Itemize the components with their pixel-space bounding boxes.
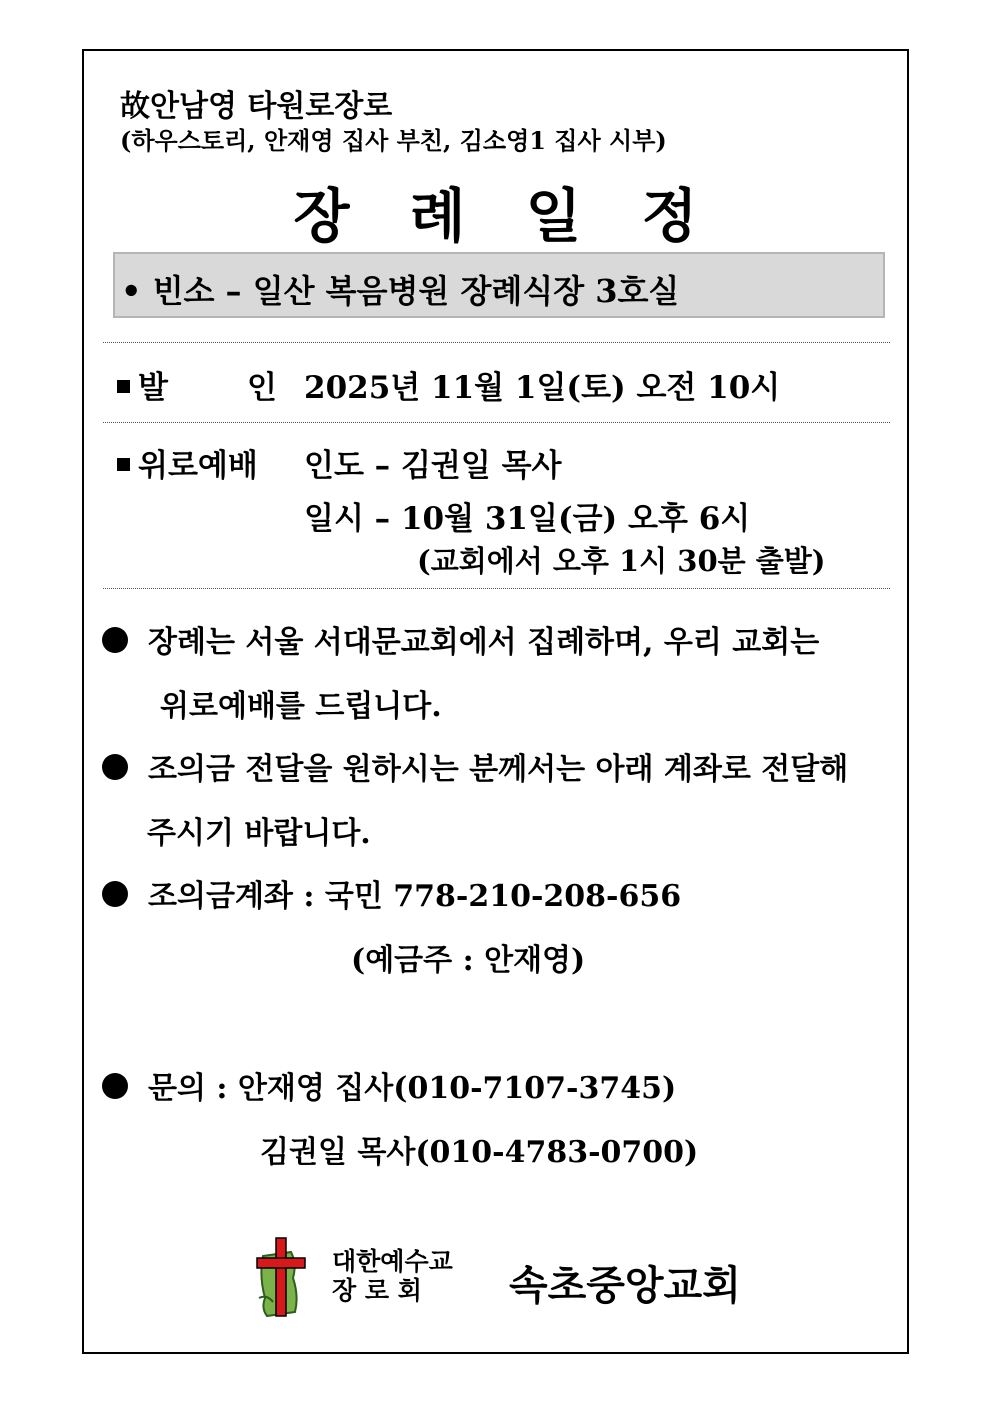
denomination-line-2: 장 로 회 [332,1276,422,1305]
family-relation: (하우스토리, 안재영 집사 부친, 김소영1 집사 시부) [120,126,667,155]
divider [103,342,890,343]
notice-3 [102,871,681,915]
balin-value: 2025년 11월 1일(토) 오전 10시 [304,370,781,406]
circle-bullet-icon [102,754,128,780]
service-departure: (교회에서 오후 1시 30분 출발) [417,544,826,578]
notice-2-line-1: 조의금 전달을 원하시는 분께서는 아래 계좌로 전달해 [148,752,849,787]
circle-bullet-icon [102,881,128,907]
notice-2-line-2: 주시기 바랍니다. [147,816,371,851]
notice-2 [102,744,848,788]
deceased-name: 故안남영 타원로장로 [120,89,393,124]
notice-4 [102,1063,676,1107]
denomination-line-1: 대한예수교 [332,1247,453,1276]
bullet-icon: • [121,272,142,310]
balin-row [117,362,168,407]
circle-bullet-icon [102,627,128,653]
notice-1 [102,617,819,661]
church-name: 속초중앙교회 [509,1262,741,1309]
account-holder: (예금주 : 안재영) [351,943,586,978]
church-cross-logo [249,1236,311,1320]
binso-box [113,252,885,318]
service-row [117,440,258,485]
service-time: 일시 – 10월 31일(금) 오후 6시 [304,501,751,537]
divider [103,422,890,423]
circle-bullet-icon [102,1073,128,1099]
contact-line-2: 김권일 목사(010-4783-0700) [260,1135,699,1170]
notice-1-line-2: 위로예배를 드립니다. [160,689,442,724]
binso-line [121,266,679,312]
account-line: 조의금계좌 : 국민 778-210-208-656 [148,879,682,914]
square-bullet-icon [117,380,130,393]
binso-text: 빈소 – 일산 복음병원 장례식장 3호실 [152,272,680,310]
notice-1-line-1: 장례는 서울 서대문교회에서 집례하며, 우리 교회는 [148,625,820,660]
notice-frame [82,49,909,1354]
service-label: 위로예배 [138,448,258,484]
page-title: 장례일정 [293,182,758,250]
divider [103,588,890,589]
balin-label-b: 인 [247,370,277,406]
square-bullet-icon [117,458,130,471]
balin-label-a: 발 [138,370,168,406]
service-leader: 인도 – 김권일 목사 [304,448,562,484]
contact-line-1: 문의 : 안재영 집사(010-7107-3745) [148,1071,677,1106]
